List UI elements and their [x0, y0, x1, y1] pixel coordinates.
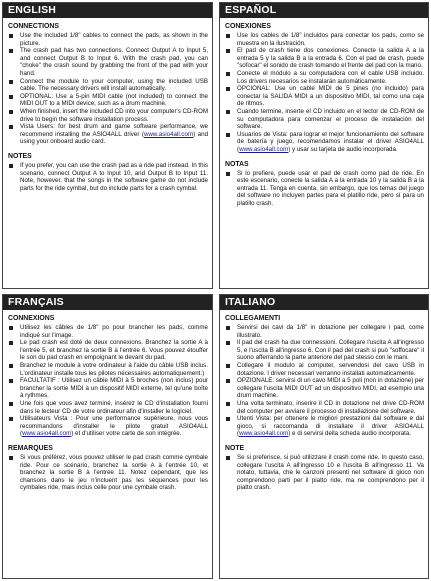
panel-italiano [219, 294, 429, 579]
list-item: Connect the module to your computer, using the included USB cable. The necessary drivers will install automatically. [8, 78, 208, 93]
connections-list [8, 32, 208, 146]
section-title-connections: CONNECTIONS [8, 23, 59, 30]
list-item: Branchez le module à votre ordinateur à l'aide du câble USB inclus. L'ordinateur installe tous les pilotes nécessaires automatiquement.) [8, 362, 208, 377]
panel-francais [2, 294, 213, 579]
list-item: Utenti Vista: per ottenere le migliori prestazioni dal software e dal gioco, si raccomanda di installare il driver ASIO4ALL (www.asio4all.com) e di servirsi della scheda audio incorporata. [225, 415, 424, 438]
list-item: When finished, insert the included CD into your computer's CD-ROM drive to begin the software installation process. [8, 108, 208, 123]
list-item: Le pad crash est doté de deux connexions. Branchez la sortie A à l'entrée 5, et branchez la sortie B à l'entrée 6. Vous pouvez étouffer le son du pad crash en empoignant le devant du pad. [8, 339, 208, 362]
section-title-notes: NOTE [225, 444, 245, 452]
bullet-icon [9, 110, 13, 114]
bullet-icon [226, 49, 230, 53]
bullet-icon [226, 379, 230, 383]
list-item: Usuarios de Vista: para lograr el mejor funcionamiento del software de batería y juego, recomendamos instalar el driver ASIO4ALL (www.asio4all.com) y usar su tarjeta de audio incorporada. [225, 131, 424, 154]
notes-list [8, 454, 208, 492]
bullet-icon [226, 34, 230, 38]
list-item: Una volta terminato, inserire il CD in dotazione nel drive CD-ROM del computer per avviare il processo di installazione del software. [225, 400, 424, 415]
notes-list [8, 162, 208, 192]
bullet-icon [226, 87, 230, 91]
connections-list [225, 32, 424, 154]
bullet-icon [226, 341, 230, 345]
bullet-icon [9, 417, 13, 421]
list-item: The crash pad has two connections. Connect Output A to Input 5, and connect Output B to Input 6. With the crash pad, you can "choke" the crash sound by grabbing the front of the pad with your hand. [8, 47, 208, 77]
bullet-icon [226, 172, 230, 176]
bullet-icon [226, 326, 230, 330]
notes-list [225, 454, 424, 492]
list-item: If you prefer, you can use the crash pad as a ride pad instead. In this scenario, connect Output A to Input 10, and Output B to Input 11. Note, however, that the songs in the software game do not include parts for the ride cymbal, but do include parts for a crash cymbal. [8, 162, 208, 192]
bullet-icon [9, 95, 13, 99]
bullet-icon [9, 402, 13, 406]
connections-list [8, 324, 208, 438]
panel-title: FRANÇAIS [3, 295, 212, 310]
list-item: Se si preferisce, si può utilizzare il crash come ride. In questo caso, collegare l'uscita A all'ingresso 10 e l'uscita B all'ingresso 11. Va notato, tuttavia, che le canzoni presenti nel software di gioco non comprendono parti per il piatto ride, ma ne comprendono per il piatto crash. [225, 454, 424, 492]
panel-body [220, 18, 428, 207]
list-item: Utilisateurs Vista : Pour une performance supérieure, nous vous recommandons d'installer le pilote gratuit ASIO4ALL (www.asio4all.com) et d'utiliser votre carte de son intégrée. [8, 415, 208, 438]
list-item: Collegare il modulo al computer, servendosi del cavo USB in dotazione. I driver necessari verranno installati automaticamente. [225, 362, 424, 377]
asio4all-link[interactable]: www.asio4all.com [239, 145, 289, 153]
connections-list [225, 324, 424, 438]
bullet-icon [226, 110, 230, 114]
panel-title: ESPAÑOL [220, 3, 428, 18]
panel-body [220, 310, 428, 492]
bullet-icon [9, 326, 13, 330]
list-item: Si lo prefiere, puede usar el pad de crash como pad de ride. En este escenario, conecte la salida A a la entrada 10 y la salida B a la entrada 11. Tenga en cuenta, sin embargo, que los temas del juego del software no incluyen partes para el platillo ride, pero sí para un platillo crash. [225, 170, 424, 208]
list-item: OPCIONAL: Use un cable MIDI de 5 pines (no incluido) para conectar la SALIDA MIDI a un dispositivo MIDI, tal como una caja de ritmos. [225, 85, 424, 108]
panel-title: ENGLISH [3, 3, 212, 18]
list-item: Une fois que vous avez terminé, insérez le CD d'installation fourni dans le lecteur CD de votre ordinateur afin d'installer le logiciel. [8, 400, 208, 415]
panel-body [3, 310, 212, 492]
section-title-connections: COLLEGAMENTI [225, 315, 281, 322]
notes-list [225, 170, 424, 208]
list-item: Utilisez les câbles de 1/8" po pour brancher les pads, comme indiqué sur l'image. [8, 324, 208, 339]
section-title-notes: NOTES [8, 152, 32, 160]
bullet-icon [226, 456, 230, 460]
list-item: Use los cables de 1/8" incluidos para conectar los pads, como se muestra en la ilustración. [225, 32, 424, 47]
bullet-icon [9, 364, 13, 368]
panel-espanol [219, 2, 429, 289]
bullet-icon [9, 379, 13, 383]
section-title-notes: NOTAS [225, 160, 249, 168]
list-item: OPTIONAL: Use a 5-pin MIDI cable (not included) to connect the MIDI OUT to a MIDI device, such as a drum machine. [8, 93, 208, 108]
list-item: Conecte el módulo a su computadora con el cable USB incluido. Los drivers necesarios se instalarán automáticamente. [225, 70, 424, 85]
bullet-icon [9, 34, 13, 38]
asio4all-link[interactable]: www.asio4all.com [239, 430, 289, 438]
list-item: Cuando termine, inserte el CD incluido en el lector de CD-ROM de su computadora para comenzar el proceso de instalación del software. [225, 108, 424, 131]
bullet-icon [9, 341, 13, 345]
bullet-icon [9, 164, 13, 168]
list-item: Vista Users: for best drum and game software performance, we recommend installing the ASIO4ALL driver (www.asio4all.com) and using your onboard audio card. [8, 123, 208, 146]
section-title-notes: REMARQUES [8, 444, 53, 452]
bullet-icon [9, 49, 13, 53]
asio4all-link[interactable]: www.asio4all.com [22, 430, 72, 438]
list-item: El pad de crash tiene dos conexiones. Conecte la salida A a la entrada 5 y la salida B a la entrada 6. Con el pad de crash, puede "sofocar" el sonido de crash tomando el frente del pad con la mano. [225, 47, 424, 70]
list-item: Il pad del crash ha due connessioni. Collegare l'uscita A all'ingresso 5, e l'uscita B all'ingresso 6. Con il pad del crash si può "soffocare" il suono afferrando la parte anteriore del pad stesso con le mani. [225, 339, 424, 362]
panel-english [2, 2, 213, 289]
bullet-icon [226, 72, 230, 76]
bullet-icon [9, 125, 13, 129]
list-item: Si vous préférez, vous pouvez utiliser le pad crash comme cymbale ride. Pour ce scénario, branchez la sortie A à l'entrée 10, et branchez la sortie B à l'entrée 11. Notez cependant, que les chansons dans le jeu n'incluent pas les séquences pour les cymbales ride, mais inclus celle pour une cymbale crash. [8, 454, 208, 492]
bullet-icon [226, 417, 230, 421]
bullet-icon [226, 364, 230, 368]
bullet-icon [9, 456, 13, 460]
bullet-icon [226, 402, 230, 406]
list-item: OPZIONALE: servirsi di un cavo MIDI a 5 poli (non in dotazione) per collegare l'uscita MIDI OUT ad un dispositivo MIDI, ad esempio una drum machine. [225, 377, 424, 400]
section-title-connections: CONNEXIONS [8, 315, 55, 322]
asio4all-link[interactable]: www.asio4all.com [143, 130, 194, 138]
bullet-icon [226, 133, 230, 137]
panel-title: ITALIANO [220, 295, 428, 310]
list-item: FACULTATIF : Utilisez un câble MIDI à 5 broches (non inclus) pour brancher la sortie MIDI à un dispositif MIDI externe, tel qu'une boîte à rythmes. [8, 377, 208, 400]
list-item: Servirsi dei cavi da 1/8" in dotazione per collegare i pad, come illustrato. [225, 324, 424, 339]
bullet-icon [9, 80, 13, 84]
panel-body [3, 18, 212, 192]
section-title-connections: CONEXIONES [225, 23, 271, 30]
list-item: Use the included 1/8" cables to connect the pads, as shown in the picture. [8, 32, 208, 47]
